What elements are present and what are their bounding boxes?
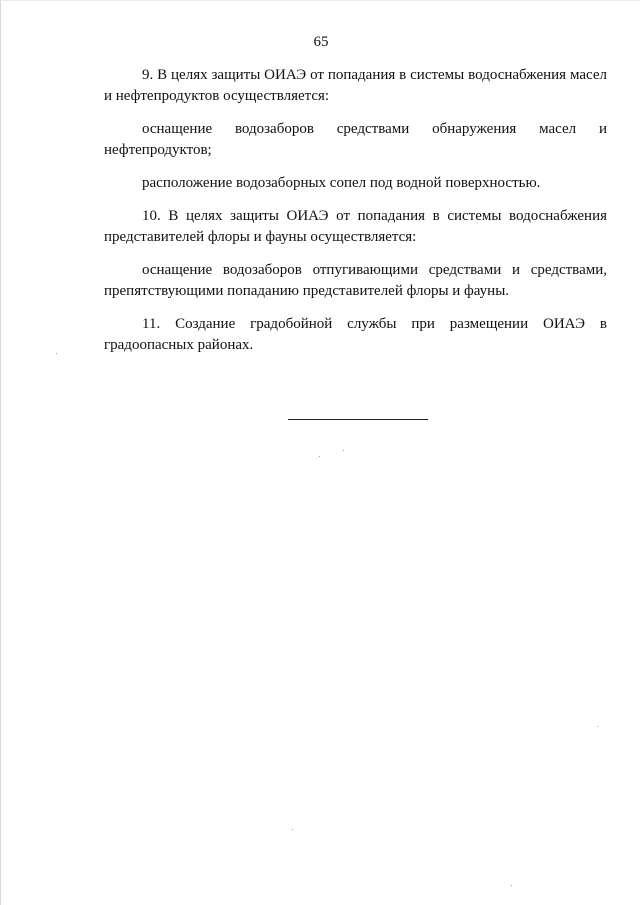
- scan-speck: [56, 353, 57, 354]
- paragraph-repellent: оснащение водозаборов отпугивающими средствами и средствами, препятствующими попаданию представителей флоры и фауны.: [104, 262, 607, 299]
- scan-speck: [343, 450, 344, 451]
- scan-speck: [319, 456, 320, 457]
- paragraph-nozzles: расположение водозаборных сопел под водной поверхностью.: [142, 175, 541, 191]
- scan-speck: [292, 829, 293, 830]
- paragraph-item-10: 10. В целях защиты ОИАЭ от попадания в системы водоснабжения представителей флоры и фауны осуществляется:: [104, 208, 607, 245]
- document-body: [104, 65, 607, 368]
- paragraph-item-11: 11. Создание градобойной службы при размещении ОИАЭ в градоопасных районах.: [104, 316, 607, 353]
- paragraph-oil-detection: оснащение водозаборов средствами обнаружения масел и нефтепродуктов;: [104, 121, 607, 158]
- paragraph-item-9: 9. В целях защиты ОИАЭ от попадания в системы водоснабжения масел и нефтепродуктов осуществляется:: [104, 67, 607, 104]
- page-number: 65: [313, 34, 329, 50]
- end-separator-line: [288, 419, 428, 420]
- scan-speck: [511, 885, 512, 886]
- scan-speck: [597, 726, 598, 727]
